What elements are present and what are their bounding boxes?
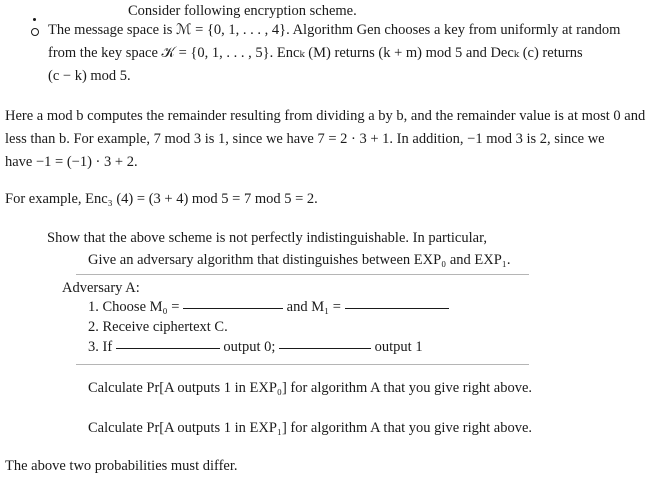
bullet-line-3: (c − k) mod 5.	[48, 68, 131, 84]
adversary-step-1	[88, 299, 449, 316]
list-dot	[33, 18, 36, 21]
bullet-marker	[31, 28, 39, 36]
calc-line-2: Calculate Pr[A outputs 1 in EXP₁] for algorithm A that you give right above.	[88, 420, 533, 436]
footer-text: The above two probabilities must differ.	[5, 458, 238, 474]
condition-blank[interactable]	[116, 347, 220, 349]
step3-prefix: 3. If	[88, 339, 113, 355]
step1-prefix: 1. Choose M₀ =	[88, 299, 180, 315]
bullet-line-2: from the key space 𝒦 = {0, 1, . . . , 5}. Encₖ (M) returns (k + m) mod 5 and Decₖ (c) returns	[48, 45, 583, 61]
adversary-step-3	[88, 339, 423, 356]
intro-text: Consider following encryption scheme.	[128, 3, 357, 19]
task-line-1: Show that the above scheme is not perfectly indistinguishable. In particular,	[47, 230, 487, 246]
bullet-line-1: The message space is ℳ = {0, 1, . . . , 4}. Algorithm Gen chooses a key from uniformly at random	[48, 22, 621, 38]
step3-mid: output 0;	[223, 339, 276, 355]
task-divider	[76, 274, 529, 275]
mod-def-line-2: less than b. For example, 7 mod 3 is 1, since we have 7 = 2 · 3 + 1. In addition, −1 mod 3 is 2, since we	[5, 131, 605, 147]
mod-def-line-3: have −1 = (−1) · 3 + 2.	[5, 154, 138, 170]
step3-end: output 1	[374, 339, 423, 355]
adversary-title: Adversary A:	[62, 280, 140, 296]
step1-mid: and M₁ =	[286, 299, 341, 315]
m1-blank[interactable]	[345, 307, 449, 309]
else-blank[interactable]	[279, 347, 371, 349]
m0-blank[interactable]	[183, 307, 283, 309]
task-line-2: Give an adversary algorithm that distinguishes between EXP₀ and EXP₁.	[88, 252, 511, 268]
mod-def-line-1: Here a mod b computes the remainder resulting from dividing a by b, and the remainder value is at most 0 and	[5, 108, 646, 124]
calc-line-1: Calculate Pr[A outputs 1 in EXP₀] for algorithm A that you give right above.	[88, 380, 533, 396]
example-line: For example, Enc₃ (4) = (3 + 4) mod 5 = 7 mod 5 = 2.	[5, 191, 318, 207]
adversary-divider	[76, 364, 529, 365]
adversary-step-2: 2. Receive ciphertext C.	[88, 319, 228, 335]
